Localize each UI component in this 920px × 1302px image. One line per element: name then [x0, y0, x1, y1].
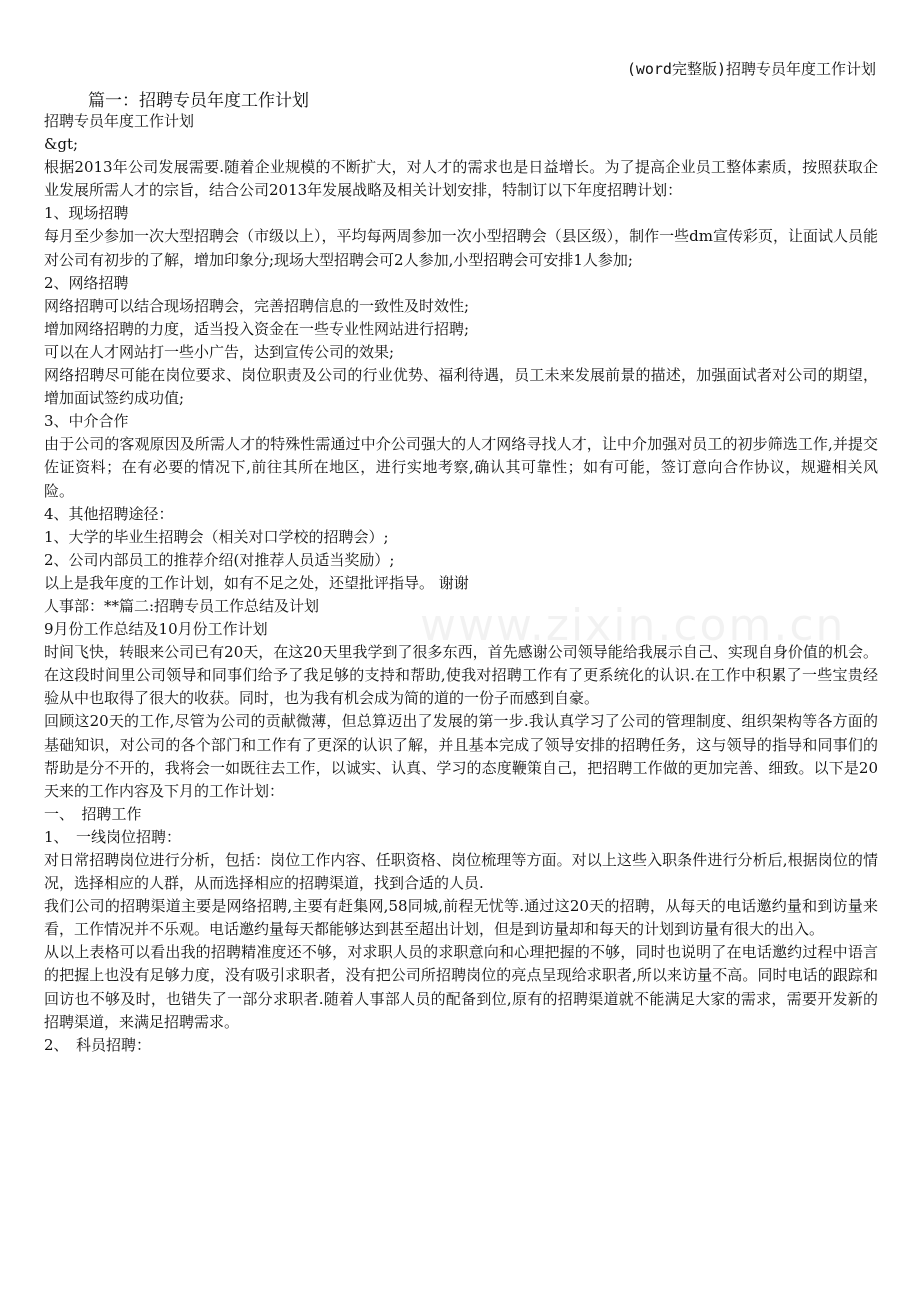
- paragraph: 增加网络招聘的力度，适当投入资金在一些专业性网站进行招聘;: [44, 319, 470, 338]
- paragraph: 根据2013年公司发展需要.随着企业规模的不断扩大，对人才的需求也是日益增长。为了提高企业员工整体素质，按照获取企业发展所需人才的宗旨，结合公司2013年发展战略及相关计划安排，特制订以下年度招聘计划：: [44, 158, 878, 200]
- document-header: (word完整版)招聘专员年度工作计划: [626, 60, 876, 78]
- paragraph: 1、大学的毕业生招聘会（相关对口学校的招聘会）;: [44, 527, 389, 546]
- paragraph: 2、网络招聘: [44, 273, 129, 292]
- paragraph: 1、 一线岗位招聘：: [44, 827, 182, 846]
- paragraph: 可以在人才网站打一些小广告，达到宣传公司的效果;: [44, 342, 395, 361]
- paragraph: 以上是我年度的工作计划，如有不足之处，还望批评指导。 谢谢: [44, 573, 469, 592]
- paragraph: 3、中介合作: [44, 412, 129, 431]
- paragraph: 时间飞快，转眼来公司已有20天，在这20天里我学到了很多东西，首先感谢公司领导能给我展示自己、实现自身价值的机会。在这段时间里公司领导和同事们给予了我足够的支持和帮助,使我对招聘工作有了更系统化的认识.在工作中积累了一些宝贵经验从中也取得了很大的收获。同时，也为我有机会成为简的道的一份子而感到自豪。: [44, 643, 878, 708]
- paragraph: 2、 科员招聘：: [44, 1035, 152, 1054]
- paragraph: 9月份工作总结及10月份工作计划: [44, 620, 268, 639]
- paragraph: 对日常招聘岗位进行分析，包括：岗位工作内容、任职资格、岗位梳理等方面。对以上这些入职条件进行分析后,根据岗位的情况，选择相应的人群，从而选择相应的招聘渠道，找到合适的人员.: [44, 851, 878, 893]
- paragraph: 从以上表格可以看出我的招聘精准度还不够，对求职人员的求职意向和心理把握的不够，同时也说明了在电话邀约过程中语言的把握上也没有足够力度，没有吸引求职者，没有把公司所招聘岗位的亮点呈现给求职者,所以来访量不高。同时电话的跟踪和回访也不够及时，也错失了一部分求职者.随着人事部人员的配备到位,原有的招聘渠道就不能满足大家的需求，需要开发新的招聘渠道，来满足招聘需求。: [44, 943, 878, 1031]
- paragraph: 招聘专员年度工作计划: [44, 112, 195, 130]
- paragraph: 网络招聘尽可能在岗位要求、岗位职责及公司的行业优势、福利待遇，员工未来发展前景的描述，加强面试者对公司的期望，增加面试签约成功值;: [44, 366, 878, 408]
- paragraph: 网络招聘可以结合现场招聘会，完善招聘信息的一致性及时效性;: [44, 296, 470, 315]
- section-title: 篇一：招聘专员年度工作计划: [88, 91, 309, 111]
- paragraph: 由于公司的客观原因及所需人才的特殊性需通过中介公司强大的人才网络寻找人才，让中介加强对员工的初步筛选工作,并提交佐证资料；在有必要的情况下,前往其所在地区，进行实地考察,确认其可靠性；如有可能，签订意向合作协议，规避相关风险。: [44, 435, 878, 500]
- paragraph: 回顾这20天的工作,尽管为公司的贡献微薄，但总算迈出了发展的第一步.我认真学习了公司的管理制度、组织架构等各方面的基础知识，对公司的各个部门和工作有了更深的认识了解，并且基本完成了领导安排的招聘任务，这与领导的指导和同事们的帮助是分不开的，我将会一如既往去工作，以诚实、认真、学习的态度鞭策自己，把招聘工作做的更加完善、细致。以下是20天来的工作内容及下月的工作计划：: [44, 712, 878, 800]
- paragraph: 4、其他招聘途径：: [44, 504, 174, 523]
- watermark: www.zixin.com.cn: [420, 600, 846, 651]
- paragraph: 2、公司内部员工的推荐介绍(对推荐人员适当奖励）;: [44, 550, 395, 569]
- paragraph: 我们公司的招聘渠道主要是网络招聘,主要有赶集网,58同城,前程无忧等.通过这20天的招聘，从每天的电话邀约量和到访量来看，工作情况并不乐观。电话邀约量每天都能够达到甚至超出计划，但是到访量却和每天的计划到访量有很大的出入。: [44, 897, 878, 939]
- paragraph: 1、现场招聘: [44, 204, 129, 223]
- paragraph: 一、 招聘工作: [44, 804, 142, 823]
- document-body: [44, 110, 878, 1057]
- paragraph: 人事部：**篇二:招聘专员工作总结及计划: [44, 596, 320, 615]
- paragraph: &gt;: [44, 135, 79, 154]
- paragraph: 每月至少参加一次大型招聘会（市级以上），平均每两周参加一次小型招聘会（县区级），制作一些dm宣传彩页，让面试人员能对公司有初步的了解，增加印象分;现场大型招聘会可2人参加,小型招聘会可安排1人参加;: [44, 227, 878, 269]
